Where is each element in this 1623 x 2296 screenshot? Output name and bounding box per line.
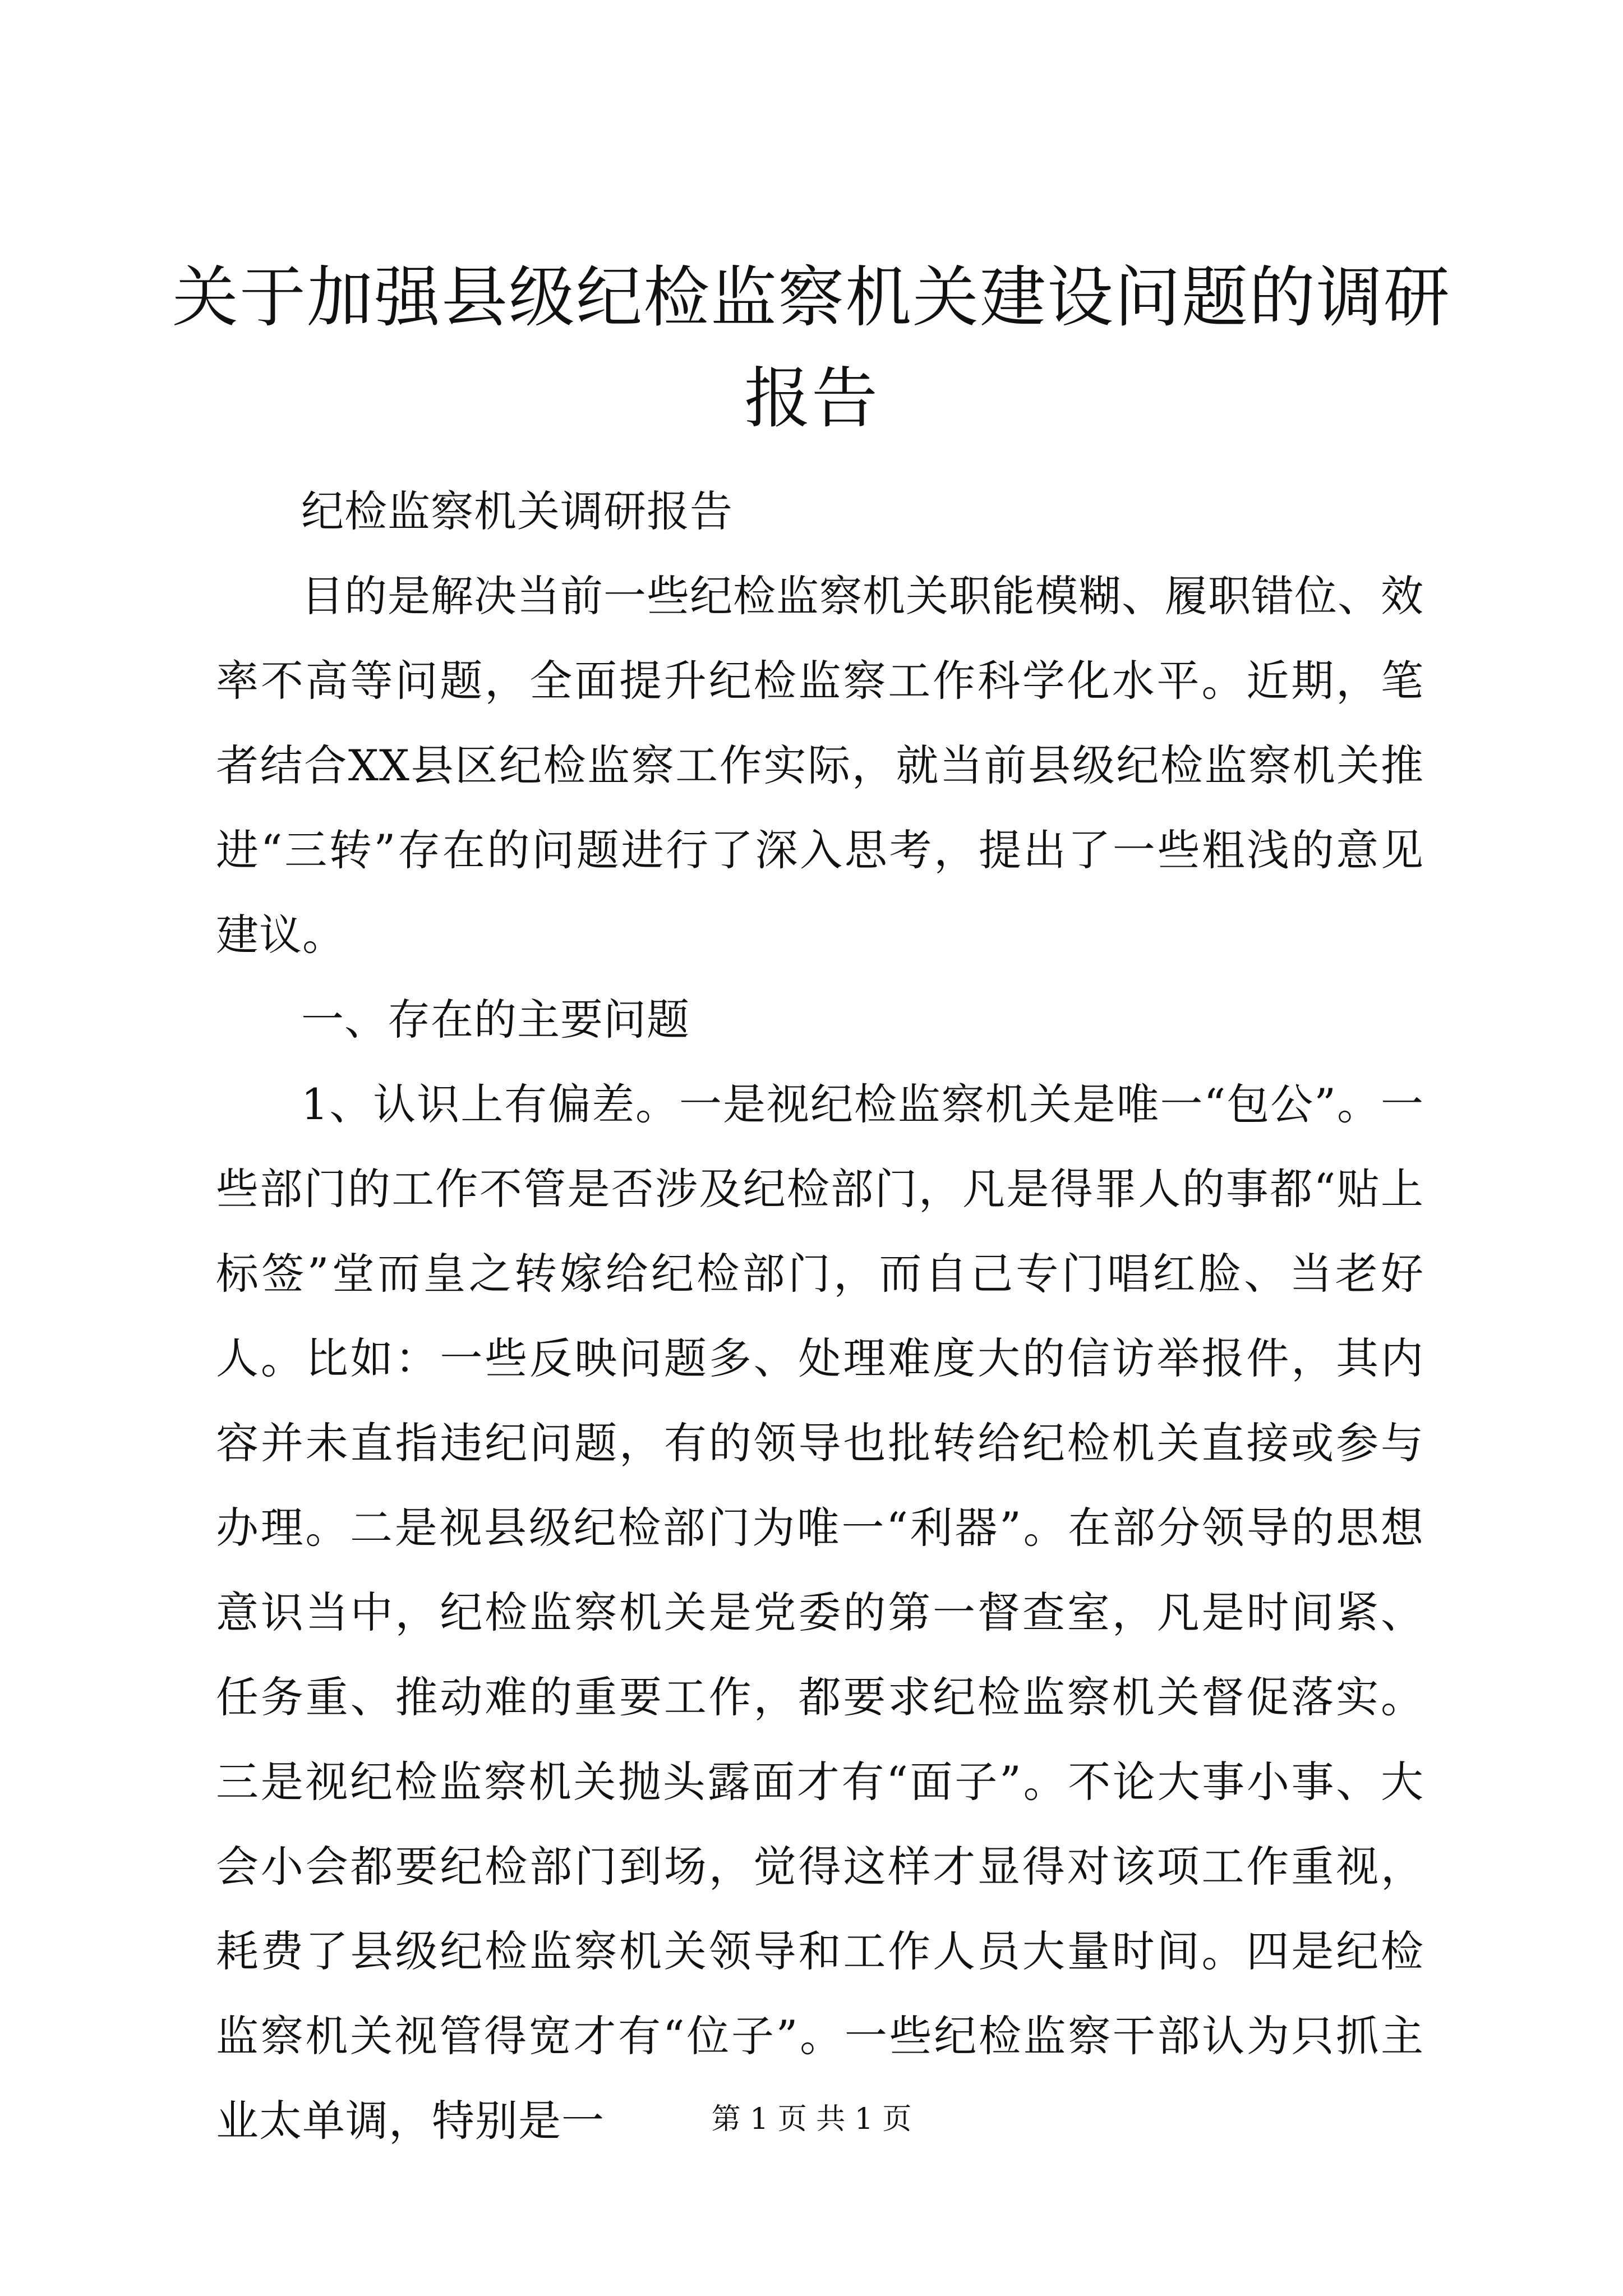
document-body <box>216 469 1424 2163</box>
document-title: 关于加强县级纪检监察机关建设问题的调研报告 <box>172 259 1451 437</box>
purpose-paragraph: 目的是解决当前一些纪检监察机关职能模糊、履职错位、效率不高等问题，全面提升纪检监察工作科学化水平。近期，笔者结合XX县区纪检监察工作实际，就当前县级纪检监察机关推进“三转”存在的问题进行了深入思考，提出了一些粗浅的意见建议。 <box>216 571 1424 960</box>
problem-paragraph: 1、认识上有偏差。一是视纪检监察机关是唯一“包公”。一些部门的工作不管是否涉及纪检部门，凡是得罪人的事都“贴上标签”堂而皇之转嫁给纪检部门，而自己专门唱红脸、当老好人。比如：一些反映问题多、处理难度大的信访举报件，其内容并未直指违纪问题，有的领导也批转给纪检机关直接或参与办理。二是视县级纪检部门为唯一“利器”。在部分领导的思想意识当中，纪检监察机关是党委的第一督查室，凡是时间紧、任务重、推动难的重要工作，都要求纪检监察机关督促落实。三是视纪检监察机关抛头露面才有“面子”。不论大事小事、大会小会都要纪检部门到场，觉得这样才显得对该项工作重视，耗费了县级纪检监察机关领导和工作人员大量时间。四是纪检监察机关视管得宽才有“位子”。一些纪检监察干部认为只抓主业太单调，特别是一 <box>216 1079 1424 2146</box>
subtitle-paragraph: 纪检监察机关调研报告 <box>301 486 733 536</box>
page-footer: 第 1 页 共 1 页 <box>711 2102 912 2136</box>
section-heading: 一、存在的主要问题 <box>301 995 690 1045</box>
